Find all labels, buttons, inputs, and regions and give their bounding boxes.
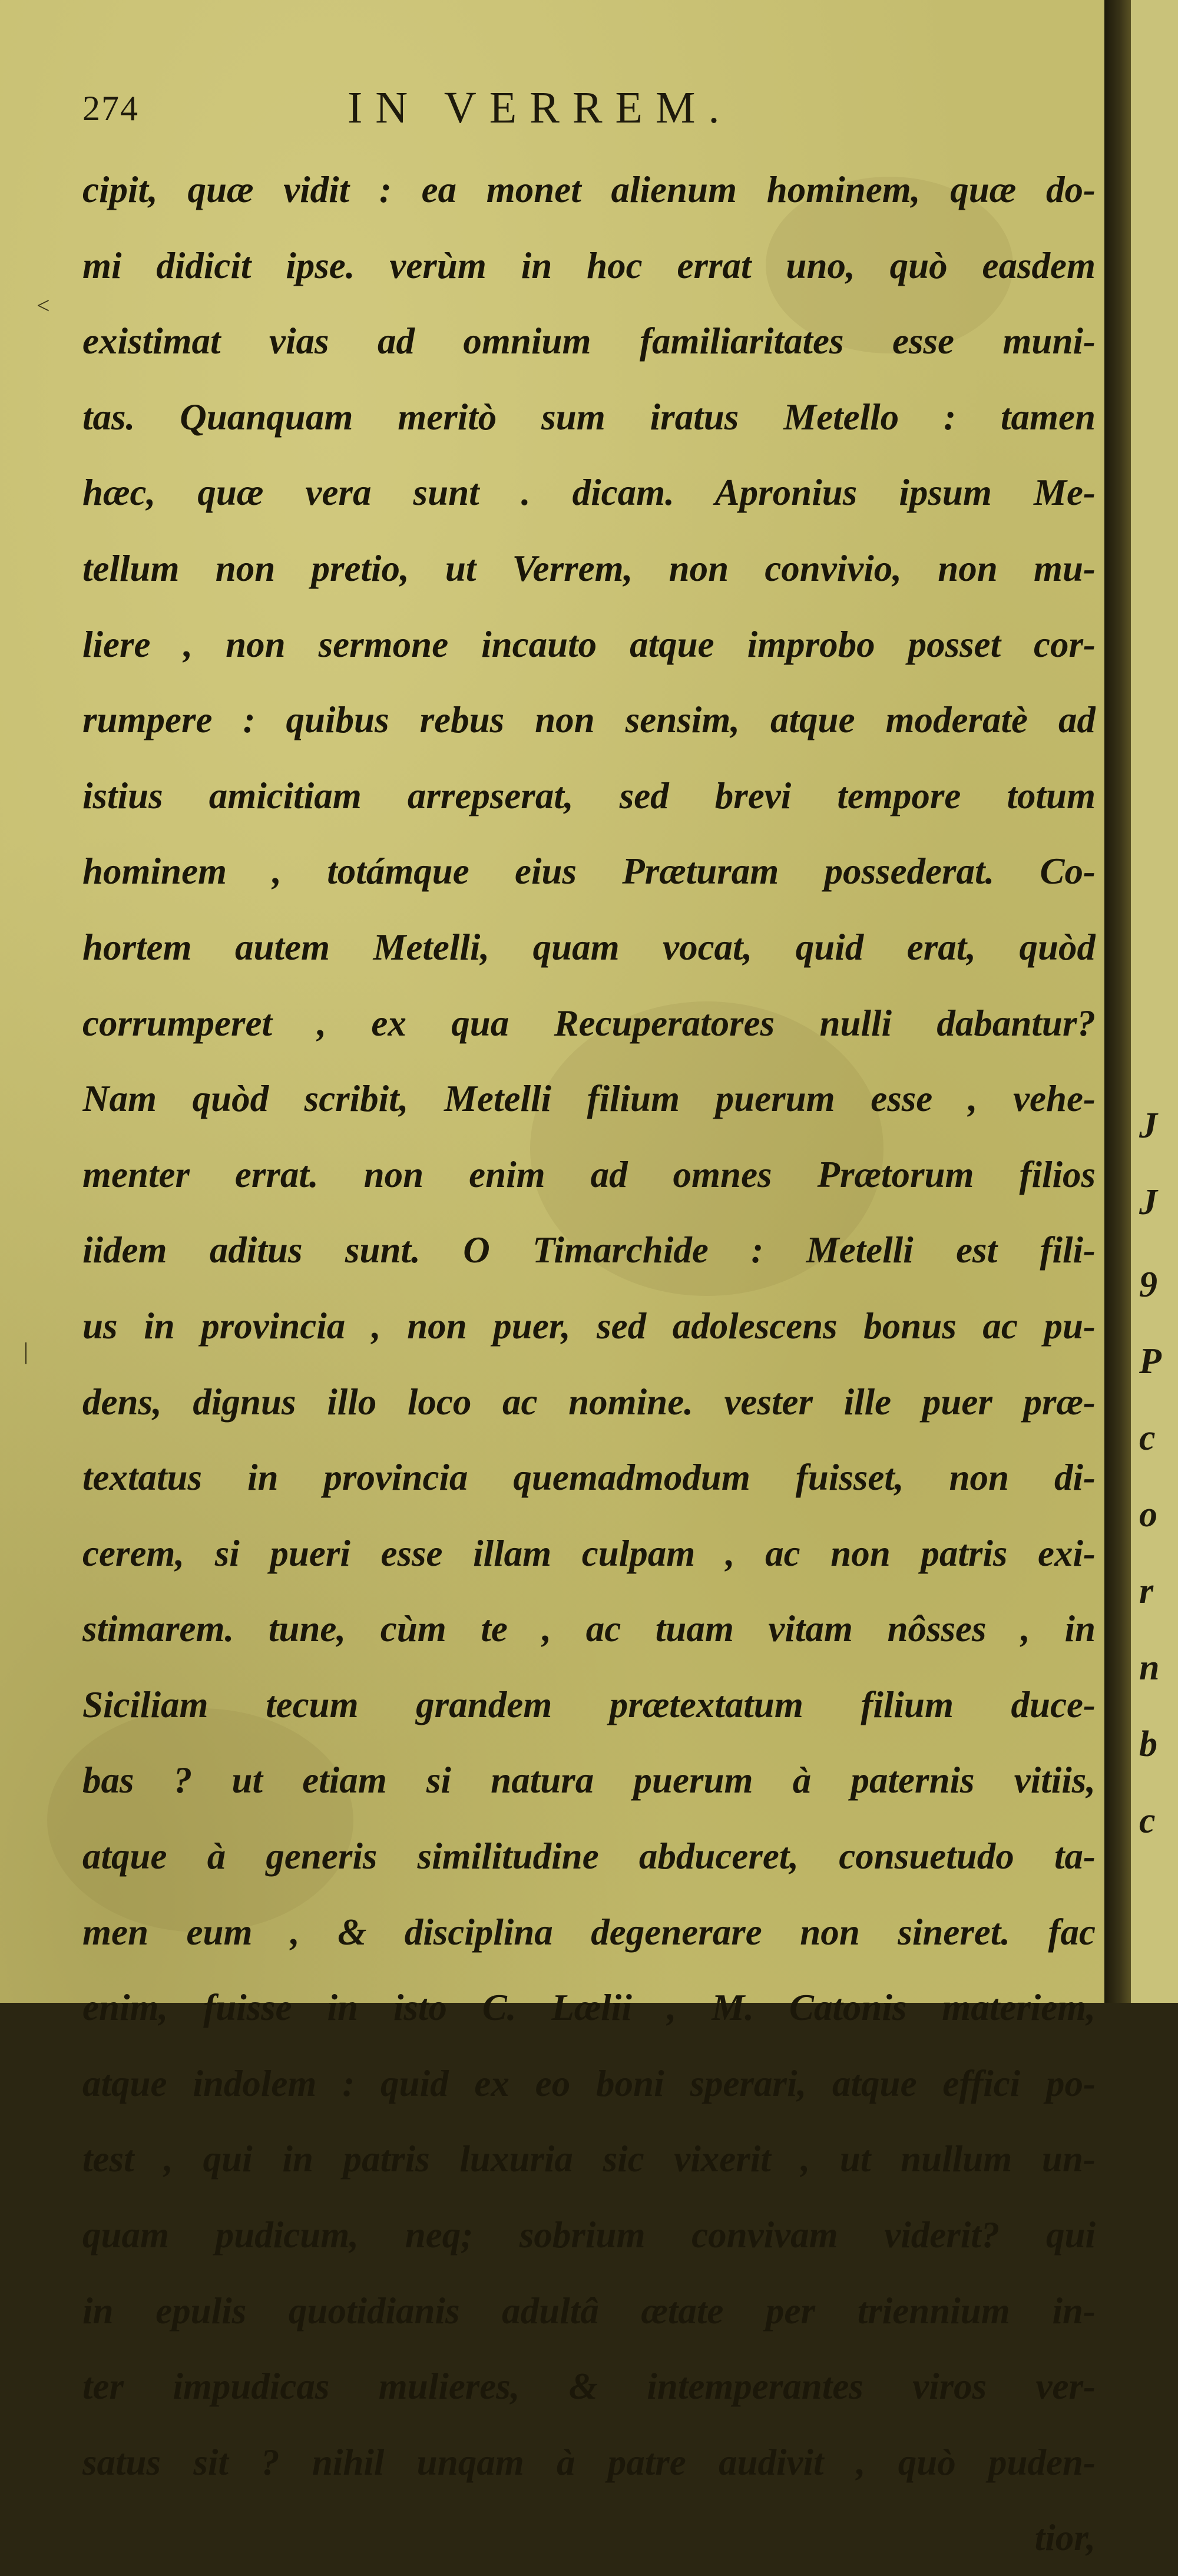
text-line: corrumperet , ex qua Recuperatores nulli dabantur? xyxy=(82,1002,1096,1044)
running-head xyxy=(82,82,1084,141)
edge-letter: c xyxy=(1139,1418,1156,1458)
text-line: Siciliam tecum grandem prætextatum filium duce- xyxy=(82,1684,1096,1725)
text-line: tellum non pretio, ut Verrem, non convivio, non mu- xyxy=(82,547,1096,589)
edge-letter: o xyxy=(1139,1494,1157,1535)
text-line: atque à generis similitudine abduceret, consuetudo ta- xyxy=(82,1836,1096,1877)
text-line: stimarem. tune, cùm te , ac tuam vitam nôsses , in xyxy=(82,1608,1096,1650)
edge-letter: J xyxy=(1139,1182,1157,1222)
text-line: in epulis quotidianis adultâ ætate per triennium in- xyxy=(82,2290,1096,2332)
margin-mark: | xyxy=(24,1338,29,1364)
text-line: atque indolem : quid ex eo boni sperari, atque effici po- xyxy=(82,2062,1096,2104)
edge-letter: 9 xyxy=(1139,1265,1157,1305)
text-line: men eum , & disciplina degenerare non sineret. fac xyxy=(82,1911,1096,1953)
edge-letter: c xyxy=(1139,1801,1156,1841)
page-number: 274 xyxy=(82,89,139,128)
text-line: enim, fuisse in isto C. Lælii , M. Catonis materiem, xyxy=(82,1987,1096,2029)
text-line: bas ? ut etiam si natura puerum à paternis vitiis, xyxy=(82,1760,1096,1801)
edge-letter: b xyxy=(1139,1724,1157,1764)
text-line: quam pudicum, neq; sobrium convivam viderit? qui xyxy=(82,2214,1096,2256)
text-line: cerem, si pueri esse illam culpam , ac non patris exi- xyxy=(82,1532,1096,1574)
body-text xyxy=(82,152,1096,2576)
text-line: textatus in provincia quemadmodum fuisset, non di- xyxy=(82,1457,1096,1499)
text-line: menter errat. non enim ad omnes Prætorum filios xyxy=(82,1153,1096,1195)
text-line: hortem autem Metelli, quam vocat, quid erat, quòd xyxy=(82,926,1096,968)
text-line: rumpere : quibus rebus non sensim, atque moderatè ad xyxy=(82,699,1096,741)
book-gutter xyxy=(1104,0,1131,2003)
edge-letter: n xyxy=(1139,1648,1160,1688)
margin-mark: < xyxy=(37,292,50,319)
edge-letter: J xyxy=(1139,1106,1157,1146)
edge-letter: P xyxy=(1139,1341,1162,1381)
catchword: tior, xyxy=(1034,2517,1096,2559)
text-line: Nam quòd scribit, Metelli filium puerum esse , vehe- xyxy=(82,1078,1096,1120)
next-page-edge xyxy=(1131,0,1178,2003)
text-line: iidem aditus sunt. O Timarchide : Metelli est fili- xyxy=(82,1229,1096,1271)
text-line: tas. Quanquam meritò sum iratus Metello : tamen xyxy=(82,396,1096,438)
edge-letter: r xyxy=(1139,1571,1154,1611)
text-line: liere , non sermone incauto atque improbo posset cor- xyxy=(82,623,1096,665)
text-line: ter impudicas mulieres, & intemperantes viros ver- xyxy=(82,2366,1096,2408)
text-line: satus sit ? nihil unqam à patre audivit , quò puden- xyxy=(82,2441,1096,2483)
running-title: IN VERREM. xyxy=(348,83,733,133)
text-line: dens, dignus illo loco ac nomine. vester ille puer præ- xyxy=(82,1381,1096,1423)
text-line: test , qui in patris luxuria sic vixerit , ut nullum un- xyxy=(82,2138,1096,2180)
text-line: hominem , totámque eius Præturam possederat. Co- xyxy=(82,851,1096,892)
text-line: istius amicitiam arrepserat, sed brevi tempore totum xyxy=(82,775,1096,816)
text-line: cipit, quæ vidit : ea monet alienum hominem, quæ do- xyxy=(82,169,1096,210)
text-line: existimat vias ad omnium familiaritates esse muni- xyxy=(82,320,1096,362)
text-line: mi didicit ipse. verùm in hoc errat uno, quò easdem xyxy=(82,244,1096,286)
text-line: us in provincia , non puer, sed adolescens bonus ac pu- xyxy=(82,1305,1096,1347)
text-line: hæc, quæ vera sunt . dicam. Apronius ipsum Me- xyxy=(82,472,1096,514)
